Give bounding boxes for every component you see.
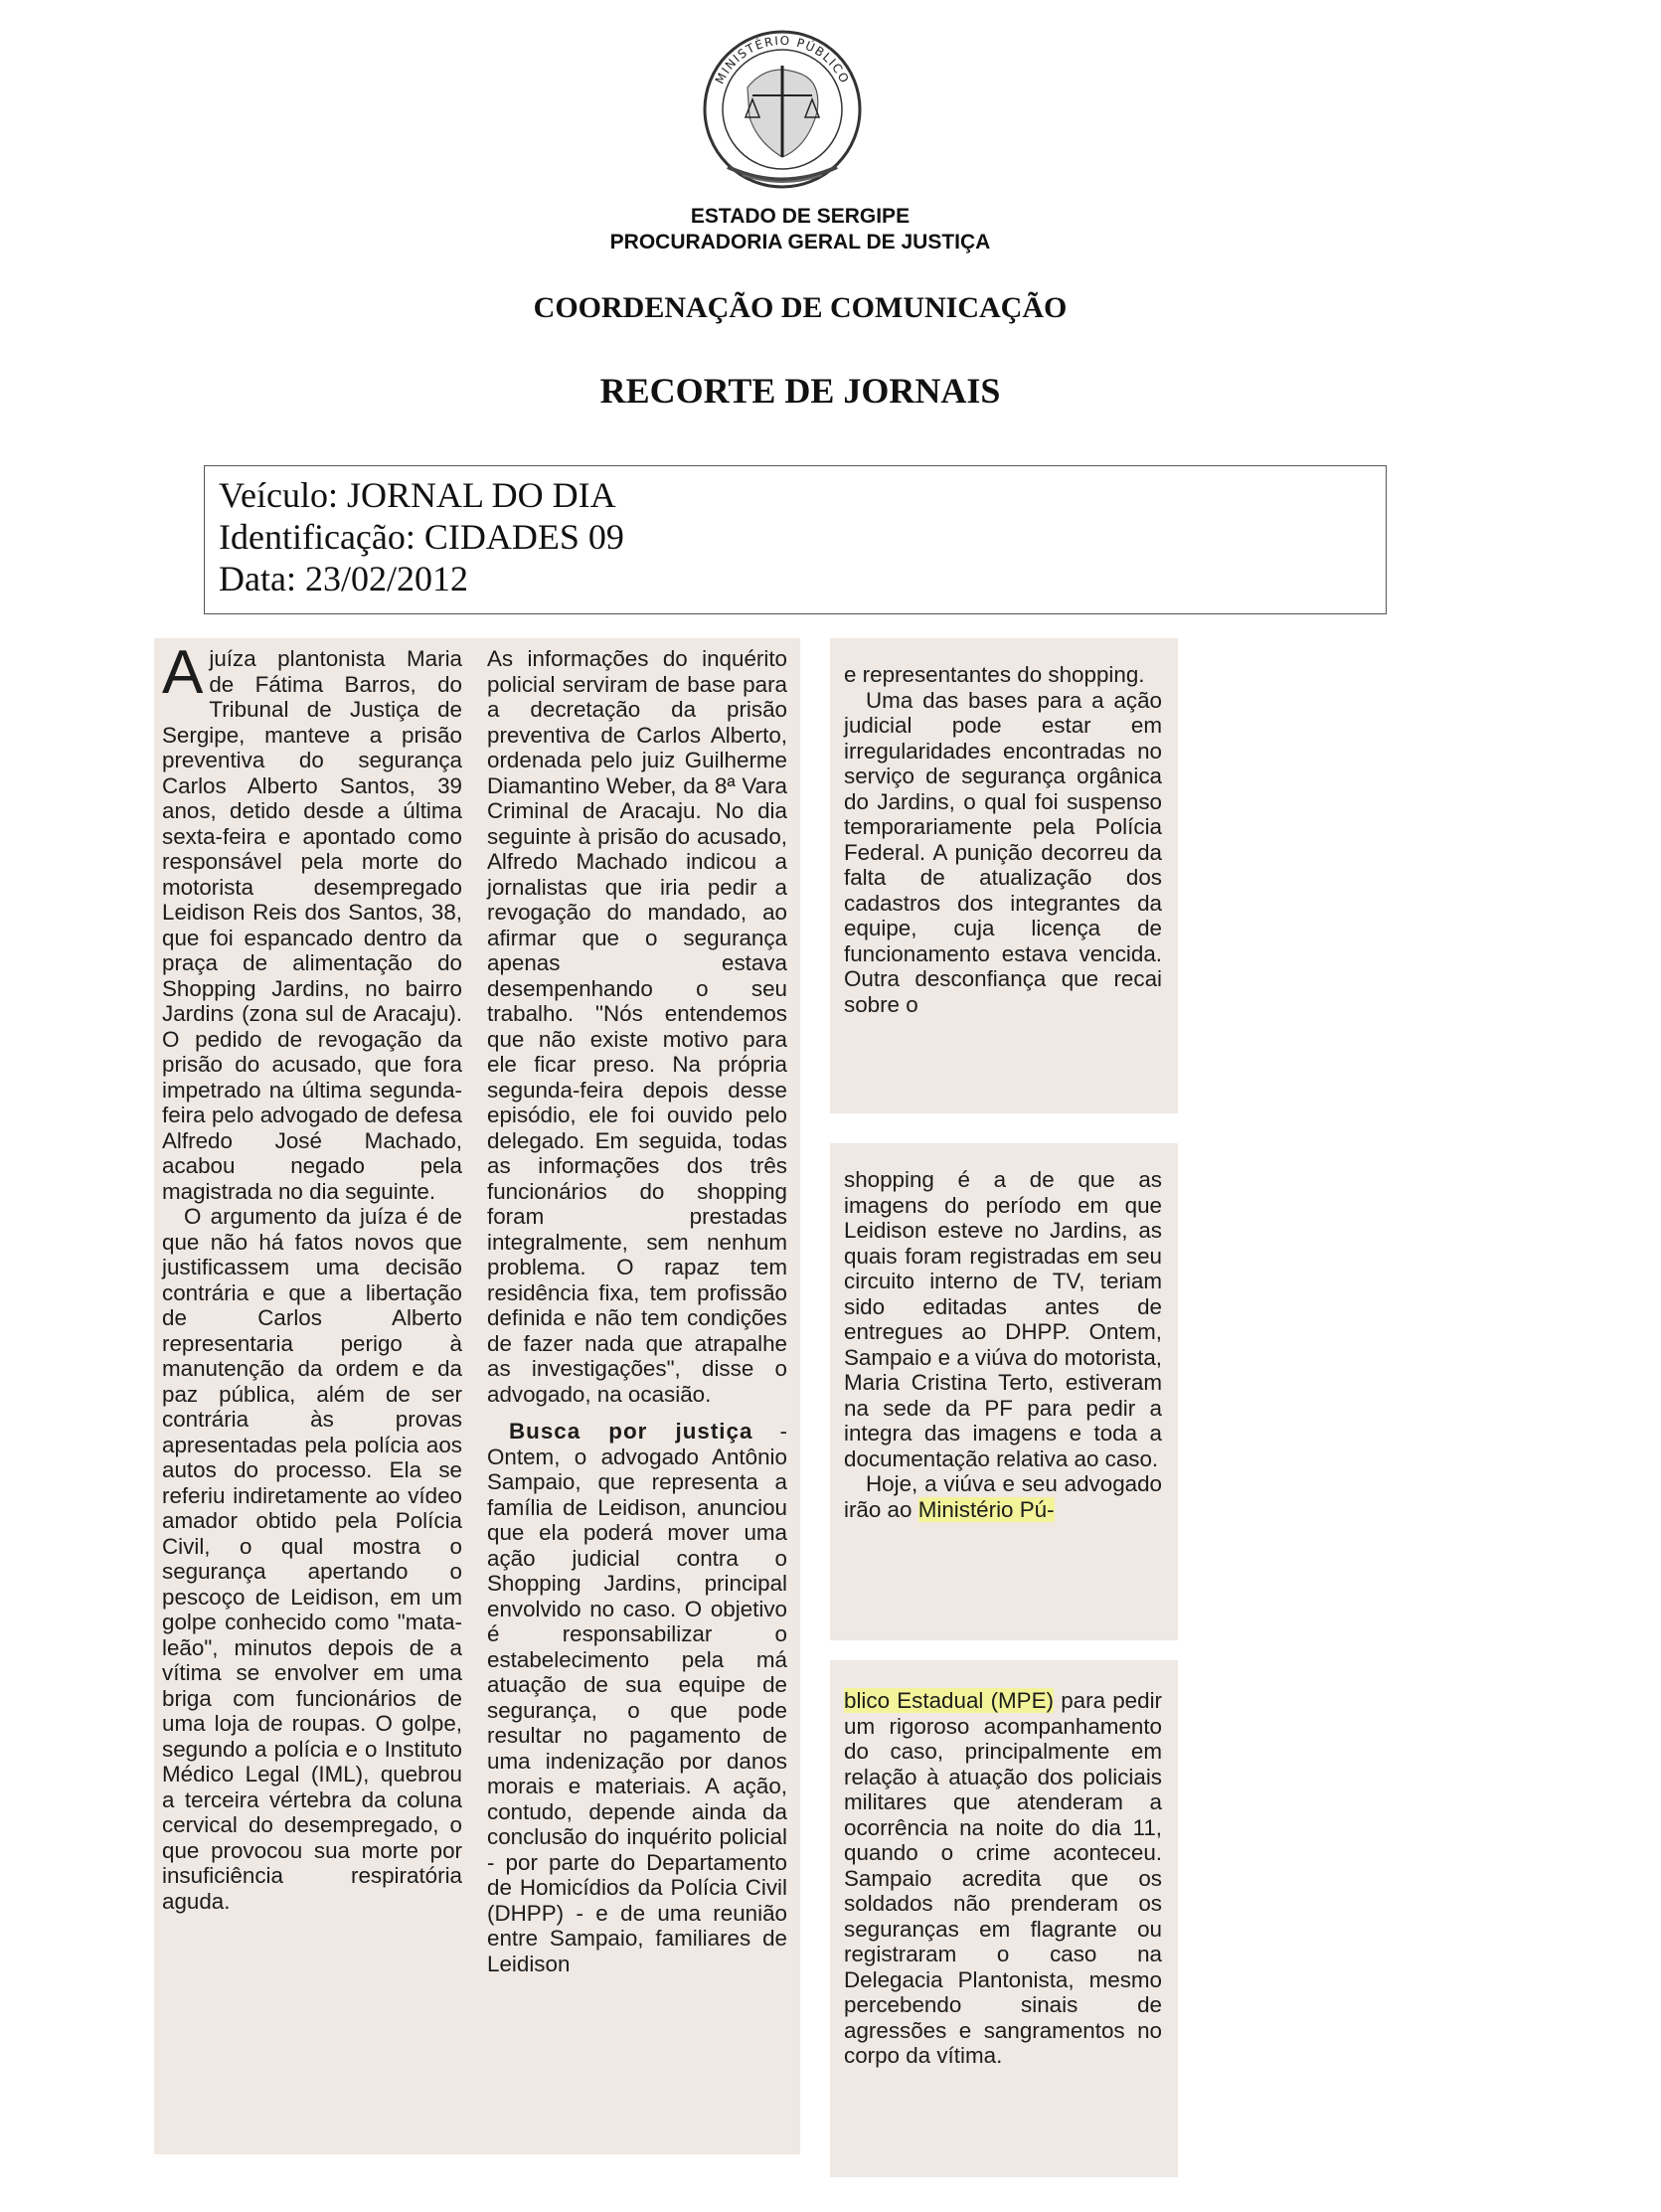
article-column-1: [162, 638, 462, 1914]
vehicle-line: Veículo: JORNAL DO DIA: [219, 475, 616, 515]
ministerio-publico-seal-icon: [688, 18, 877, 192]
state-name: ESTADO DE SERGIPE: [690, 205, 911, 228]
article-paragraph: blico Estadual (MPE) para pedir um rigoroso acompanhamento do caso, principalmente em relação à atuação dos policiais militares que atenderam a ocorrência na noite do dia 11, quando o crime aconteceu. Sampaio acredita que os soldados não prenderam os seguranças em flagrante ou registraram o caso na Delegacia Plantonista, mesmo percebendo sinais de agressões e sangramentos no corpo da vítima.: [844, 1688, 1162, 2068]
article-paragraph: shopping é a de que as imagens do período em que Leidison esteve no Jardins, as quais foram registradas em seu circuito interno de TV, teriam sido editadas antes de entregues ao DHPP. Ontem, Sampaio e a viúva do motorista, Maria Cristina Terto, estiveram na sede da PF para pedir a integra das imagens e toda a documentação relativa ao caso.: [844, 1167, 1162, 1471]
article-column-3: [844, 662, 1162, 1017]
article-column-4: [844, 1167, 1162, 1522]
highlighted-text: Ministério Pú-: [917, 1496, 1055, 1522]
article-clip-4: [830, 1660, 1178, 2177]
article-column-5: [844, 1688, 1162, 2069]
article-clip-3: [830, 1143, 1178, 1640]
article-column-2: [487, 646, 787, 1976]
date-line: Data: 23/02/2012: [219, 559, 468, 598]
office-name: PROCURADORIA GERAL DE JUSTIÇA: [609, 231, 991, 254]
article-paragraph: Uma das bases para a ação judicial pode estar em irregularidades encontradas no serviço de segurança orgânica do Jardins, o qual foi suspenso temporariamente pela Polícia Federal. A punição decorreu da falta de atualização dos cadastros dos integrantes da equipe, cuja licença de funcionamento estava vencida. Outra desconfiança que recai sobre o: [844, 687, 1162, 1017]
article-clip-main: [154, 638, 800, 2154]
clipping-metadata-box: [204, 465, 1387, 614]
article-clip-2: [830, 638, 1178, 1113]
article-paragraph: O argumento da juíza é de que não há fatos novos que justificassem uma decisão contrária e que a libertação de Carlos Alberto representaria perigo à manutenção da ordem e da paz pública, além de ser contrária às provas apresentadas pela polícia aos autos do processo. Ela se referiu indiretamente ao vídeo amador obtido pela Polícia Civil, o qual mostra o segurança apertando o pescoço de Leidison, em um golpe conhecido como "mata-leão", minutos depois de a vítima se envolver em uma briga com funcionários de uma loja de roupas. O golpe, segundo a polícia e o Instituto Médico Legal (IML), quebrou a terceira vértebra da coluna cervical do desempregado, o que provocou sua morte por insuficiência respiratória aguda.: [162, 1204, 462, 1914]
highlighted-text: blico Estadual (MPE): [844, 1688, 1054, 1713]
article-paragraph: As informações do inquérito policial serviram de base para a decretação da prisão preventiva de Carlos Alberto, ordenada pelo juiz Guilherme Diamantino Weber, da 8ª Vara Criminal de Aracaju. No dia seguinte à prisão do acusado, Alfredo Machado indicou a jornalistas que iria pedir a revogação do mandado, ao afirmar que o segurança apenas estava desempenhando o seu trabalho. "Nós entendemos que não existe motivo para ele ficar preso. Na própria segunda-feira depois desse episódio, ele foi ouvido pelo delegado. Em seguida, todas as informações dos três funcionários do shopping foram prestadas integralmente, sem nenhum problema. O rapaz tem residência fixa, tem profissão definida e não tem condições de fazer nada que atrapalhe as investigações", disse o advogado, na ocasião.: [487, 646, 787, 1407]
article-paragraph: Ajuíza plantonista Maria de Fátima Barros, do Tribunal de Justiça de Sergipe, manteve a prisão preventiva do segurança Carlos Alberto Santos, 39 anos, detido desde a última sexta-feira e apontado como responsável pela morte do motorista desempregado Leidison Reis dos Santos, 38, que foi espancado dentro da praça de alimentação do Shopping Jardins, no bairro Jardins (zona sul de Aracaju). O pedido de revogação da prisão do acusado, que fora impetrado na última segunda-feira pelo advogado de defesa Alfredo José Machado, acabou negado pela magistrada no dia seguinte.: [162, 638, 462, 1204]
article-subhead: Busca por justiça: [509, 1419, 753, 1444]
drop-cap: A: [162, 638, 204, 707]
department-title: COORDENAÇÃO DE COMUNICAÇÃO: [533, 291, 1068, 324]
article-paragraph: Hoje, a viúva e seu advogado irão ao Ministério Pú-: [844, 1471, 1162, 1522]
identification-line: Identificação: CIDADES 09: [219, 517, 624, 557]
svg-text:MINISTÉRIO PÚBLICO: MINISTÉRIO PÚBLICO: [712, 33, 853, 86]
article-paragraph: Busca por justiça - Ontem, o advogado Antônio Sampaio, que representa a família de Leidison, anunciou que ela poderá mover uma ação judicial contra o Shopping Jardins, principal envolvido no caso. O objetivo é responsabilizar o estabelecimento pela má atuação de sua equipe de segurança, o que pode resultar no pagamento de uma indenização por danos morais e materiais. A ação, contudo, depende ainda da conclusão do inquérito policial - por parte do Departamento de Homicídios da Polícia Civil (DHPP) - e de uma reunião entre Sampaio, familiares de Leidison: [487, 1419, 787, 1976]
section-title: RECORTE DE JORNAIS: [599, 371, 1001, 411]
article-paragraph: e representantes do shopping.: [844, 662, 1145, 687]
